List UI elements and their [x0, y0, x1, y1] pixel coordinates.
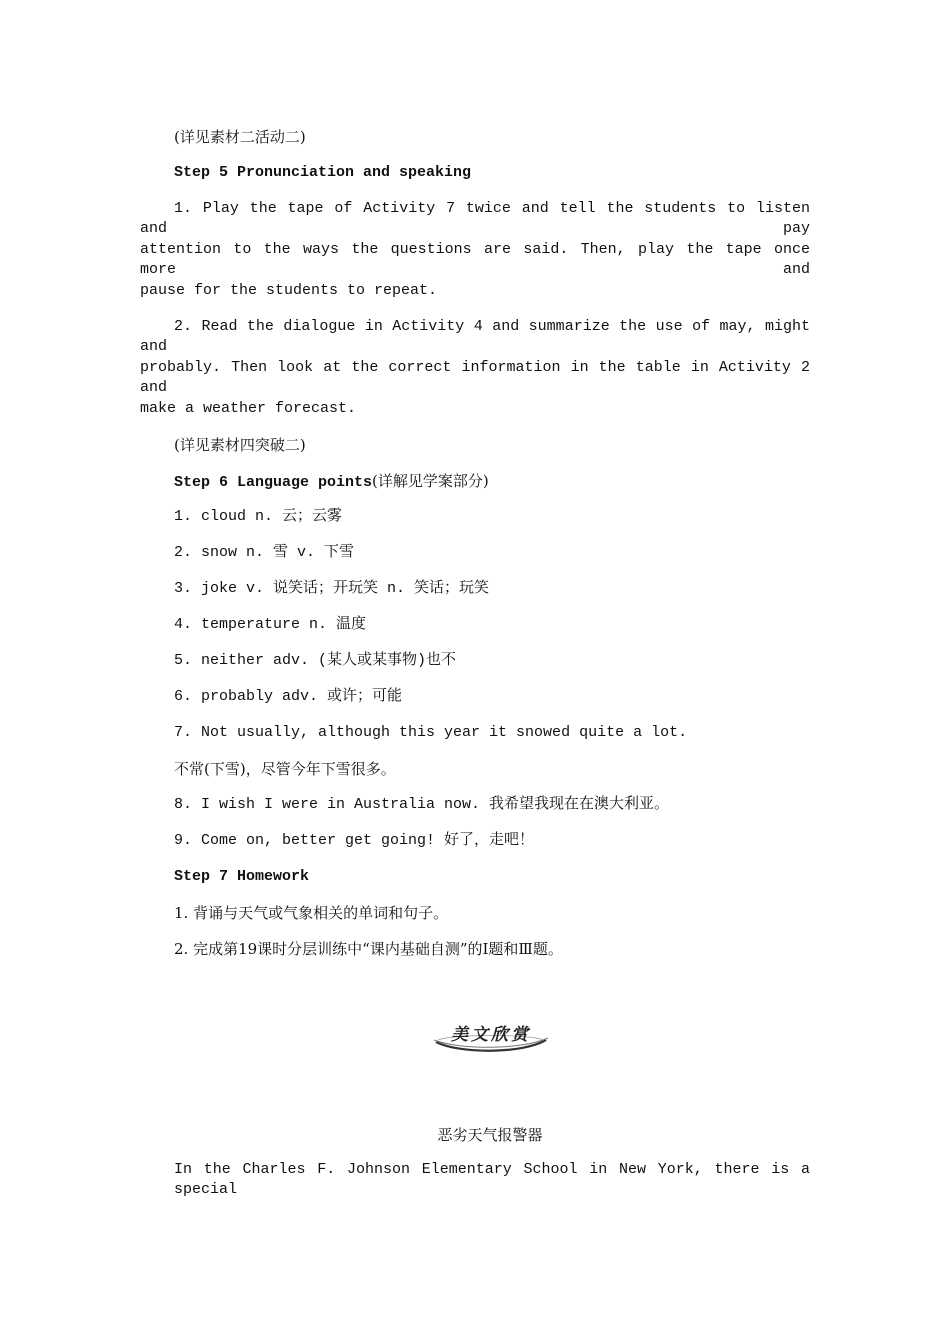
language-point-7: 7. Not usually, although this year it snowed quite a lot.	[174, 724, 688, 741]
step6-heading: Step 6 Language points	[174, 474, 373, 491]
language-point-4: 4. temperature n. 温度	[174, 616, 367, 633]
step7-heading: Step 7 Homework	[174, 868, 310, 885]
paragraph-1-line-3: pause for the students to repeat.	[140, 282, 438, 299]
homework-item-1: 1. 背诵与天气或气象相关的单词和句子。	[174, 904, 449, 922]
paragraph-1-line-1: 1. Play the tape of Activity 7 twice and tell the students to listen and pay	[140, 200, 810, 237]
homework-item-2: 2. 完成第19课时分层训练中“课内基础自测”的Ⅰ题和Ⅲ题。	[174, 940, 563, 958]
reference-note-1: (详见素材二活动二)	[174, 128, 306, 146]
paragraph-1-line-2: attention to the ways the questions are said. Then, play the tape once more and	[140, 241, 810, 278]
language-point-6: 6. probably adv. 或许；可能	[174, 688, 403, 705]
language-point-9: 9. Come on, better get going! 好了，走吧！	[174, 832, 535, 849]
language-point-7-translation: 不常(下雪)，尽管今年下雪很多。	[174, 760, 396, 778]
reference-note-2: (详见素材四突破二)	[174, 436, 306, 454]
essay-first-line: In the Charles F. Johnson Elementary School in New York, there is a special	[174, 1161, 810, 1198]
step5-heading: Step 5 Pronunciation and speaking	[174, 164, 472, 181]
essay-title: 恶劣天气报警器	[437, 1126, 543, 1144]
paragraph-2-line-1: 2. Read the dialogue in Activity 4 and summarize the use of may, might and	[140, 318, 810, 355]
paragraph-2-line-3: make a weather forecast.	[140, 400, 357, 417]
language-point-1: 1. cloud n. 云；云雾	[174, 508, 343, 525]
step6-heading-row	[174, 471, 489, 493]
language-point-2: 2. snow n. 雪 v. 下雪	[174, 544, 355, 561]
essay-banner	[430, 1010, 552, 1058]
step6-note: (详解见学案部分)	[372, 472, 489, 490]
paragraph-2-line-2: probably. Then look at the correct information in the table in Activity 2 and	[140, 359, 810, 396]
language-point-8: 8. I wish I were in Australia now. 我希望我现在在澳大利亚。	[174, 796, 670, 813]
language-point-3: 3. joke v. 说笑话；开玩笑 n. 笑话；玩笑	[174, 580, 490, 597]
essay-banner-label: 美文欣赏	[451, 1025, 531, 1045]
language-point-5: 5. neither adv. (某人或某事物)也不	[174, 652, 457, 669]
